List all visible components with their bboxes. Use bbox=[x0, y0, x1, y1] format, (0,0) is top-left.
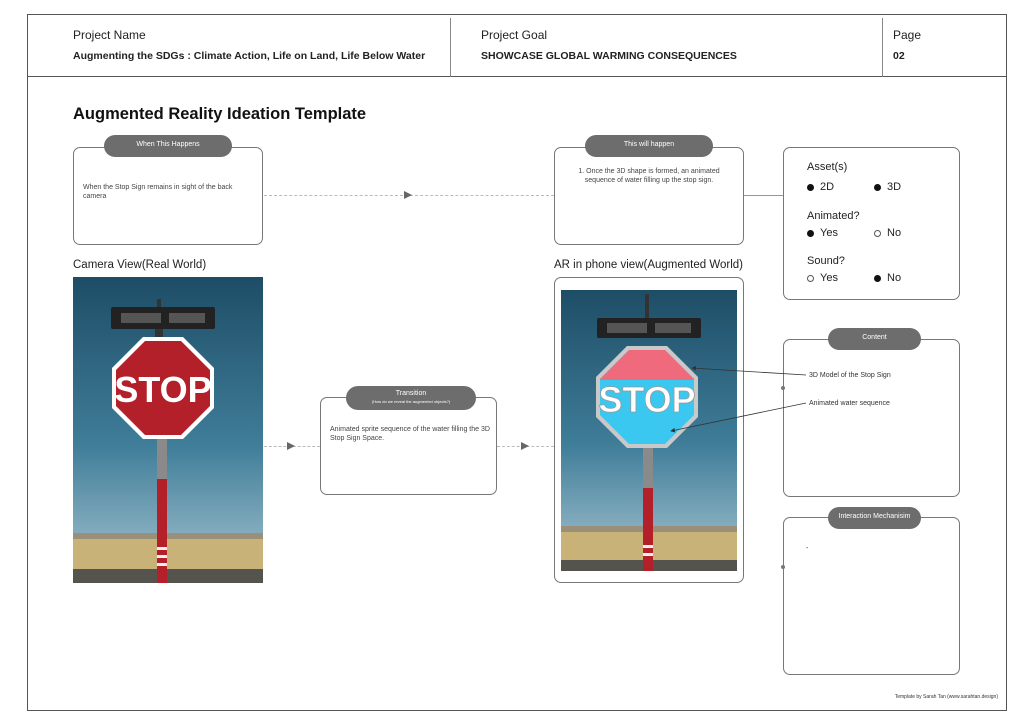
trigger-pill: When This Happens bbox=[104, 135, 232, 157]
sound-option-label: Yes bbox=[820, 272, 838, 284]
page-title: Augmented Reality Ideation Template bbox=[73, 105, 367, 123]
project-name-label: Project Name bbox=[73, 28, 146, 42]
animated-option-label: Yes bbox=[820, 227, 838, 239]
interaction-box bbox=[783, 517, 960, 675]
interaction-text: - bbox=[806, 545, 809, 552]
sound-option-label: No bbox=[887, 272, 902, 284]
project-name: Augmenting the SDGs : Climate Action, Life on Land, Life Below Water bbox=[73, 50, 426, 62]
template-credit: Template by Sarah Tan (www.sarahtan.design) bbox=[894, 694, 998, 700]
transition-text: Animated sprite sequence of the water filling the 3D Stop Sign Space. bbox=[330, 426, 490, 443]
annotation-arrow-water bbox=[671, 403, 806, 431]
project-goal: SHOWCASE GLOBAL WARMING CONSEQUENCES bbox=[481, 50, 737, 62]
assets-heading: Asset(s) bbox=[807, 161, 848, 173]
stop-sign-text: STOP bbox=[114, 369, 212, 410]
animated-option-label: No bbox=[887, 227, 902, 239]
content-item-1: 3D Model of the Stop Sign bbox=[809, 372, 891, 379]
result-pill: This will happen bbox=[585, 135, 713, 157]
sound-heading: Sound? bbox=[807, 255, 845, 267]
ar-view-label: AR in phone view(Augmented World) bbox=[554, 259, 743, 271]
transition-pill-title: Transition bbox=[395, 390, 427, 397]
project-goal-label: Project Goal bbox=[481, 28, 548, 42]
annotation-arrow-model bbox=[692, 368, 806, 375]
content-pill: Content bbox=[828, 328, 921, 350]
asset-option-label: 2D bbox=[820, 181, 835, 193]
trigger-text: When the Stop Sign remains in sight of the back camera bbox=[83, 184, 233, 201]
animated-heading: Animated? bbox=[807, 210, 860, 222]
result-text: 1. Once the 3D shape is formed, an animated sequence of water filling up the stop sign. bbox=[578, 168, 720, 185]
asset-option-label: 3D bbox=[887, 181, 902, 193]
connector-dot bbox=[781, 565, 785, 569]
ar-stop-sign-text: STOP bbox=[598, 379, 696, 420]
transition-pill-subtitle: (How do we reveal the augmented objects?) bbox=[371, 398, 451, 404]
page-number: 02 bbox=[893, 50, 905, 62]
camera-view-label: Camera View(Real World) bbox=[73, 259, 207, 271]
page-label: Page bbox=[893, 28, 922, 42]
interaction-pill: Interaction Mechanisim bbox=[828, 507, 921, 529]
content-item-2: Animated water sequence bbox=[809, 400, 890, 407]
